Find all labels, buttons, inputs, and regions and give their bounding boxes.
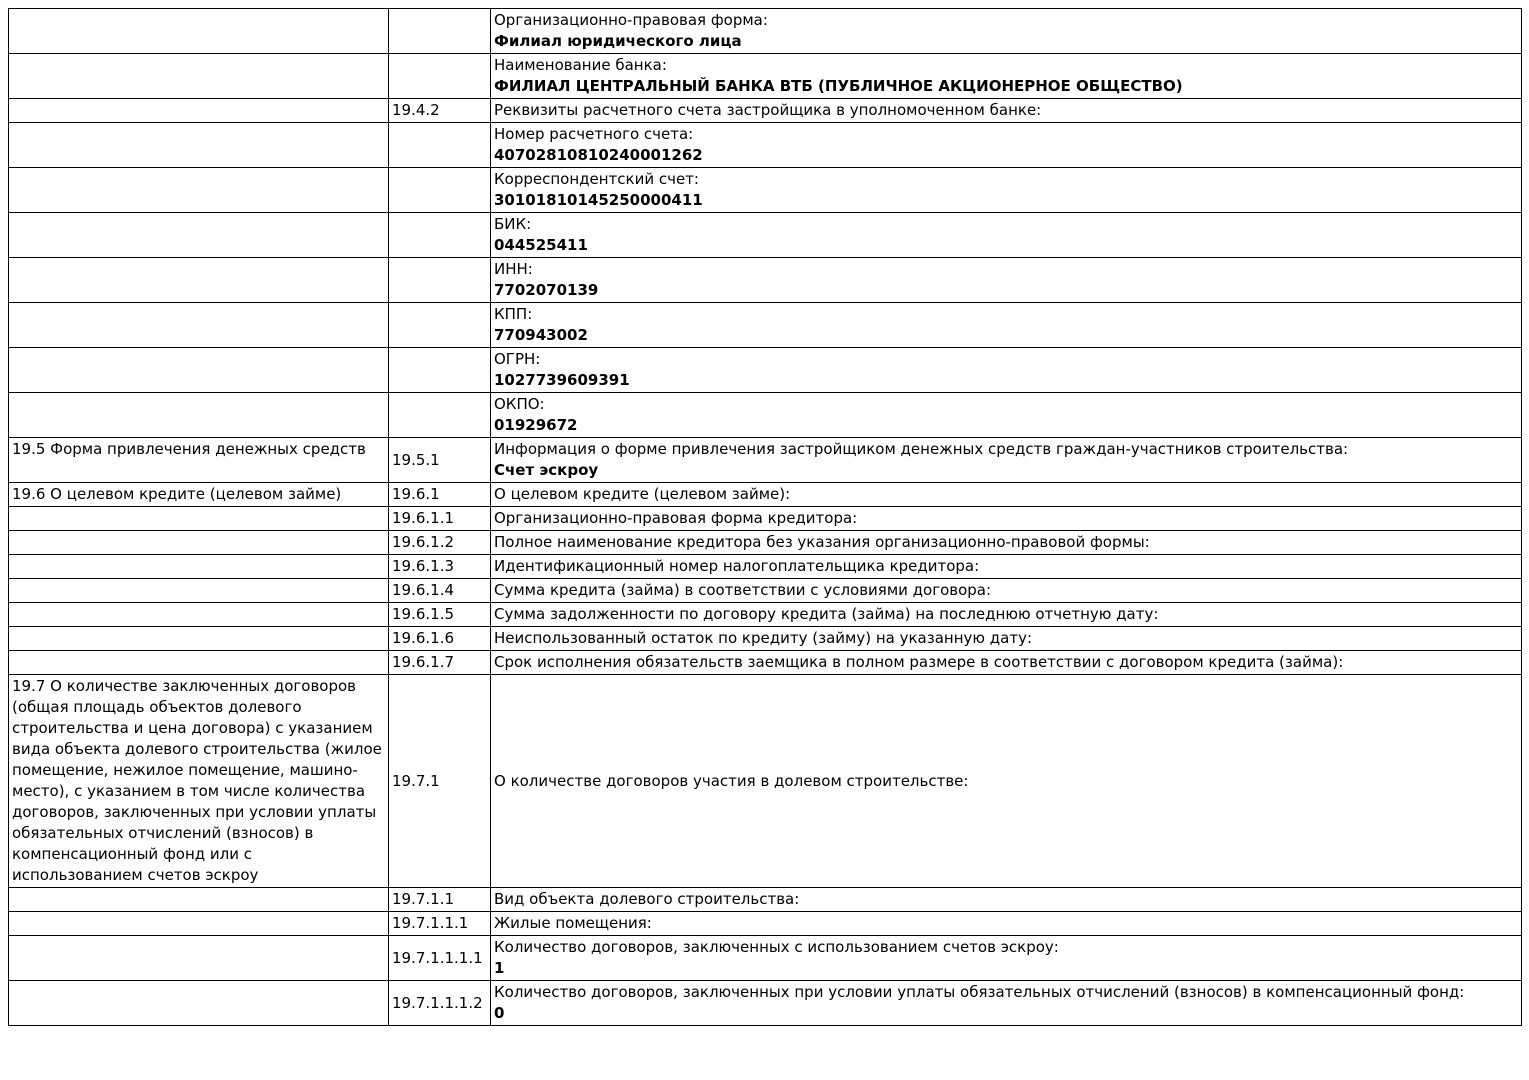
field-value: 40702810810240001262 <box>494 146 703 164</box>
item-number-cell <box>389 348 491 393</box>
content-cell <box>491 483 1522 507</box>
field-value: Счет эскроу <box>494 461 599 479</box>
content-cell <box>491 99 1522 123</box>
content-cell <box>491 168 1522 213</box>
content-cell <box>491 258 1522 303</box>
item-number-cell: 19.7.1.1.1.1 <box>389 936 491 981</box>
table-row <box>9 258 1522 303</box>
field-label: Полное наименование кредитора без указания организационно-правовой формы: <box>494 533 1150 551</box>
field-value: 1 <box>494 959 505 977</box>
item-number-cell <box>389 168 491 213</box>
table-row <box>9 213 1522 258</box>
section-cell <box>9 123 389 168</box>
section-cell <box>9 54 389 99</box>
declaration-table-body <box>9 9 1522 1026</box>
field-label: КПП: <box>494 305 533 323</box>
content-cell <box>491 912 1522 936</box>
content-cell <box>491 603 1522 627</box>
item-number-cell <box>389 393 491 438</box>
table-row <box>9 54 1522 99</box>
item-number-cell <box>389 123 491 168</box>
item-number-cell: 19.6.1.6 <box>389 627 491 651</box>
section-cell <box>9 981 389 1026</box>
section-cell <box>9 888 389 912</box>
section-cell <box>9 579 389 603</box>
section-cell <box>9 9 389 54</box>
field-label: БИК: <box>494 215 532 233</box>
section-cell <box>9 99 389 123</box>
section-cell <box>9 651 389 675</box>
section-cell <box>9 213 389 258</box>
table-row <box>9 981 1522 1026</box>
field-value: ФИЛИАЛ ЦЕНТРАЛЬНЫЙ БАНКА ВТБ (ПУБЛИЧНОЕ АКЦИОНЕРНОЕ ОБЩЕСТВО) <box>494 77 1183 95</box>
item-number-cell: 19.6.1 <box>389 483 491 507</box>
item-number-cell: 19.7.1 <box>389 675 491 888</box>
section-cell <box>9 393 389 438</box>
field-label: Сумма задолженности по договору кредита (займа) на последнюю отчетную дату: <box>494 605 1159 623</box>
table-row <box>9 651 1522 675</box>
field-label: Наименование банка: <box>494 56 667 74</box>
content-cell <box>491 531 1522 555</box>
content-cell <box>491 9 1522 54</box>
section-cell: 19.5 Форма привлечения денежных средств <box>9 438 389 483</box>
table-row <box>9 912 1522 936</box>
field-label: Организационно-правовая форма: <box>494 11 768 29</box>
content-cell <box>491 936 1522 981</box>
field-label: Идентификационный номер налогоплательщика кредитора: <box>494 557 980 575</box>
table-row <box>9 627 1522 651</box>
table-row <box>9 438 1522 483</box>
item-number-cell <box>389 258 491 303</box>
content-cell <box>491 627 1522 651</box>
table-row <box>9 579 1522 603</box>
content-cell <box>491 507 1522 531</box>
section-cell <box>9 936 389 981</box>
field-label: Количество договоров, заключенных с использованием счетов эскроу: <box>494 938 1059 956</box>
field-label: ОКПО: <box>494 395 545 413</box>
field-label: Реквизиты расчетного счета застройщика в уполномоченном банке: <box>494 101 1042 119</box>
field-label: Жилые помещения: <box>494 914 652 932</box>
content-cell <box>491 213 1522 258</box>
field-label: О количестве договоров участия в долевом строительстве: <box>494 771 969 790</box>
project-declaration-table <box>8 8 1522 1026</box>
field-label: Организационно-правовая форма кредитора: <box>494 509 858 527</box>
content-cell <box>491 651 1522 675</box>
field-value: 1027739609391 <box>494 371 630 389</box>
table-row <box>9 603 1522 627</box>
content-cell <box>491 123 1522 168</box>
section-cell <box>9 912 389 936</box>
section-cell <box>9 348 389 393</box>
section-cell <box>9 168 389 213</box>
item-number-cell: 19.7.1.1.1 <box>389 912 491 936</box>
field-label: ИНН: <box>494 260 533 278</box>
field-label: ОГРН: <box>494 350 541 368</box>
content-cell <box>491 888 1522 912</box>
content-cell <box>491 348 1522 393</box>
field-value: 30101810145250000411 <box>494 191 703 209</box>
item-number-cell: 19.6.1.1 <box>389 507 491 531</box>
table-row <box>9 348 1522 393</box>
item-number-cell <box>389 303 491 348</box>
field-label: Количество договоров, заключенных при условии уплаты обязательных отчислений (взносов) в компенсационный фонд: <box>494 983 1465 1001</box>
item-number-cell: 19.6.1.2 <box>389 531 491 555</box>
field-value: 044525411 <box>494 236 588 254</box>
section-cell <box>9 303 389 348</box>
item-number-cell: 19.4.2 <box>389 99 491 123</box>
item-number-cell <box>389 9 491 54</box>
item-number-cell: 19.5.1 <box>389 438 491 483</box>
field-label: О целевом кредите (целевом займе): <box>494 485 791 503</box>
item-number-cell <box>389 213 491 258</box>
item-number-cell: 19.6.1.5 <box>389 603 491 627</box>
table-row <box>9 123 1522 168</box>
content-cell <box>491 438 1522 483</box>
field-label: Неиспользованный остаток по кредиту (займу) на указанную дату: <box>494 629 1033 647</box>
item-number-cell <box>389 54 491 99</box>
field-value: 0 <box>494 1004 505 1022</box>
section-cell <box>9 555 389 579</box>
section-cell <box>9 507 389 531</box>
section-cell <box>9 603 389 627</box>
table-row <box>9 99 1522 123</box>
field-label: Вид объекта долевого строительства: <box>494 890 800 908</box>
content-cell <box>491 579 1522 603</box>
field-value: 7702070139 <box>494 281 599 299</box>
content-cell <box>491 393 1522 438</box>
table-row <box>9 888 1522 912</box>
section-cell: 19.6 О целевом кредите (целевом займе) <box>9 483 389 507</box>
field-label: Номер расчетного счета: <box>494 125 694 143</box>
section-cell <box>9 258 389 303</box>
field-label: Корреспондентский счет: <box>494 170 699 188</box>
field-value: Филиал юридического лица <box>494 32 742 50</box>
table-row <box>9 555 1522 579</box>
content-cell <box>491 675 1522 888</box>
content-cell <box>491 981 1522 1026</box>
content-cell <box>491 303 1522 348</box>
section-cell: 19.7 О количестве заключенных договоров (общая площадь объектов долевого строительства и цена договора) с указанием вида объекта долевого строительства (жилое помещение, нежилое помещение, машино-место), с указанием в том числе количества договоров, заключенных при условии уплаты обязательных отчислений (взносов) в компенсационный фонд или с использованием счетов эскроу <box>9 675 389 888</box>
field-label: Срок исполнения обязательств заемщика в полном размере в соответствии с договором кредита (займа): <box>494 653 1344 671</box>
section-cell <box>9 531 389 555</box>
table-row <box>9 393 1522 438</box>
table-row <box>9 531 1522 555</box>
item-number-cell: 19.7.1.1.1.2 <box>389 981 491 1026</box>
field-value: 01929672 <box>494 416 578 434</box>
field-value: 770943002 <box>494 326 588 344</box>
item-number-cell: 19.6.1.4 <box>389 579 491 603</box>
table-row <box>9 675 1522 888</box>
table-row <box>9 507 1522 531</box>
content-cell <box>491 54 1522 99</box>
table-row <box>9 483 1522 507</box>
item-number-cell: 19.6.1.7 <box>389 651 491 675</box>
item-number-cell: 19.7.1.1 <box>389 888 491 912</box>
table-row <box>9 168 1522 213</box>
section-cell <box>9 627 389 651</box>
field-label: Сумма кредита (займа) в соответствии с условиями договора: <box>494 581 992 599</box>
table-row <box>9 303 1522 348</box>
table-row <box>9 936 1522 981</box>
table-row <box>9 9 1522 54</box>
item-number-cell: 19.6.1.3 <box>389 555 491 579</box>
field-label: Информация о форме привлечения застройщиком денежных средств граждан-участников строительства: <box>494 440 1349 458</box>
content-cell <box>491 555 1522 579</box>
